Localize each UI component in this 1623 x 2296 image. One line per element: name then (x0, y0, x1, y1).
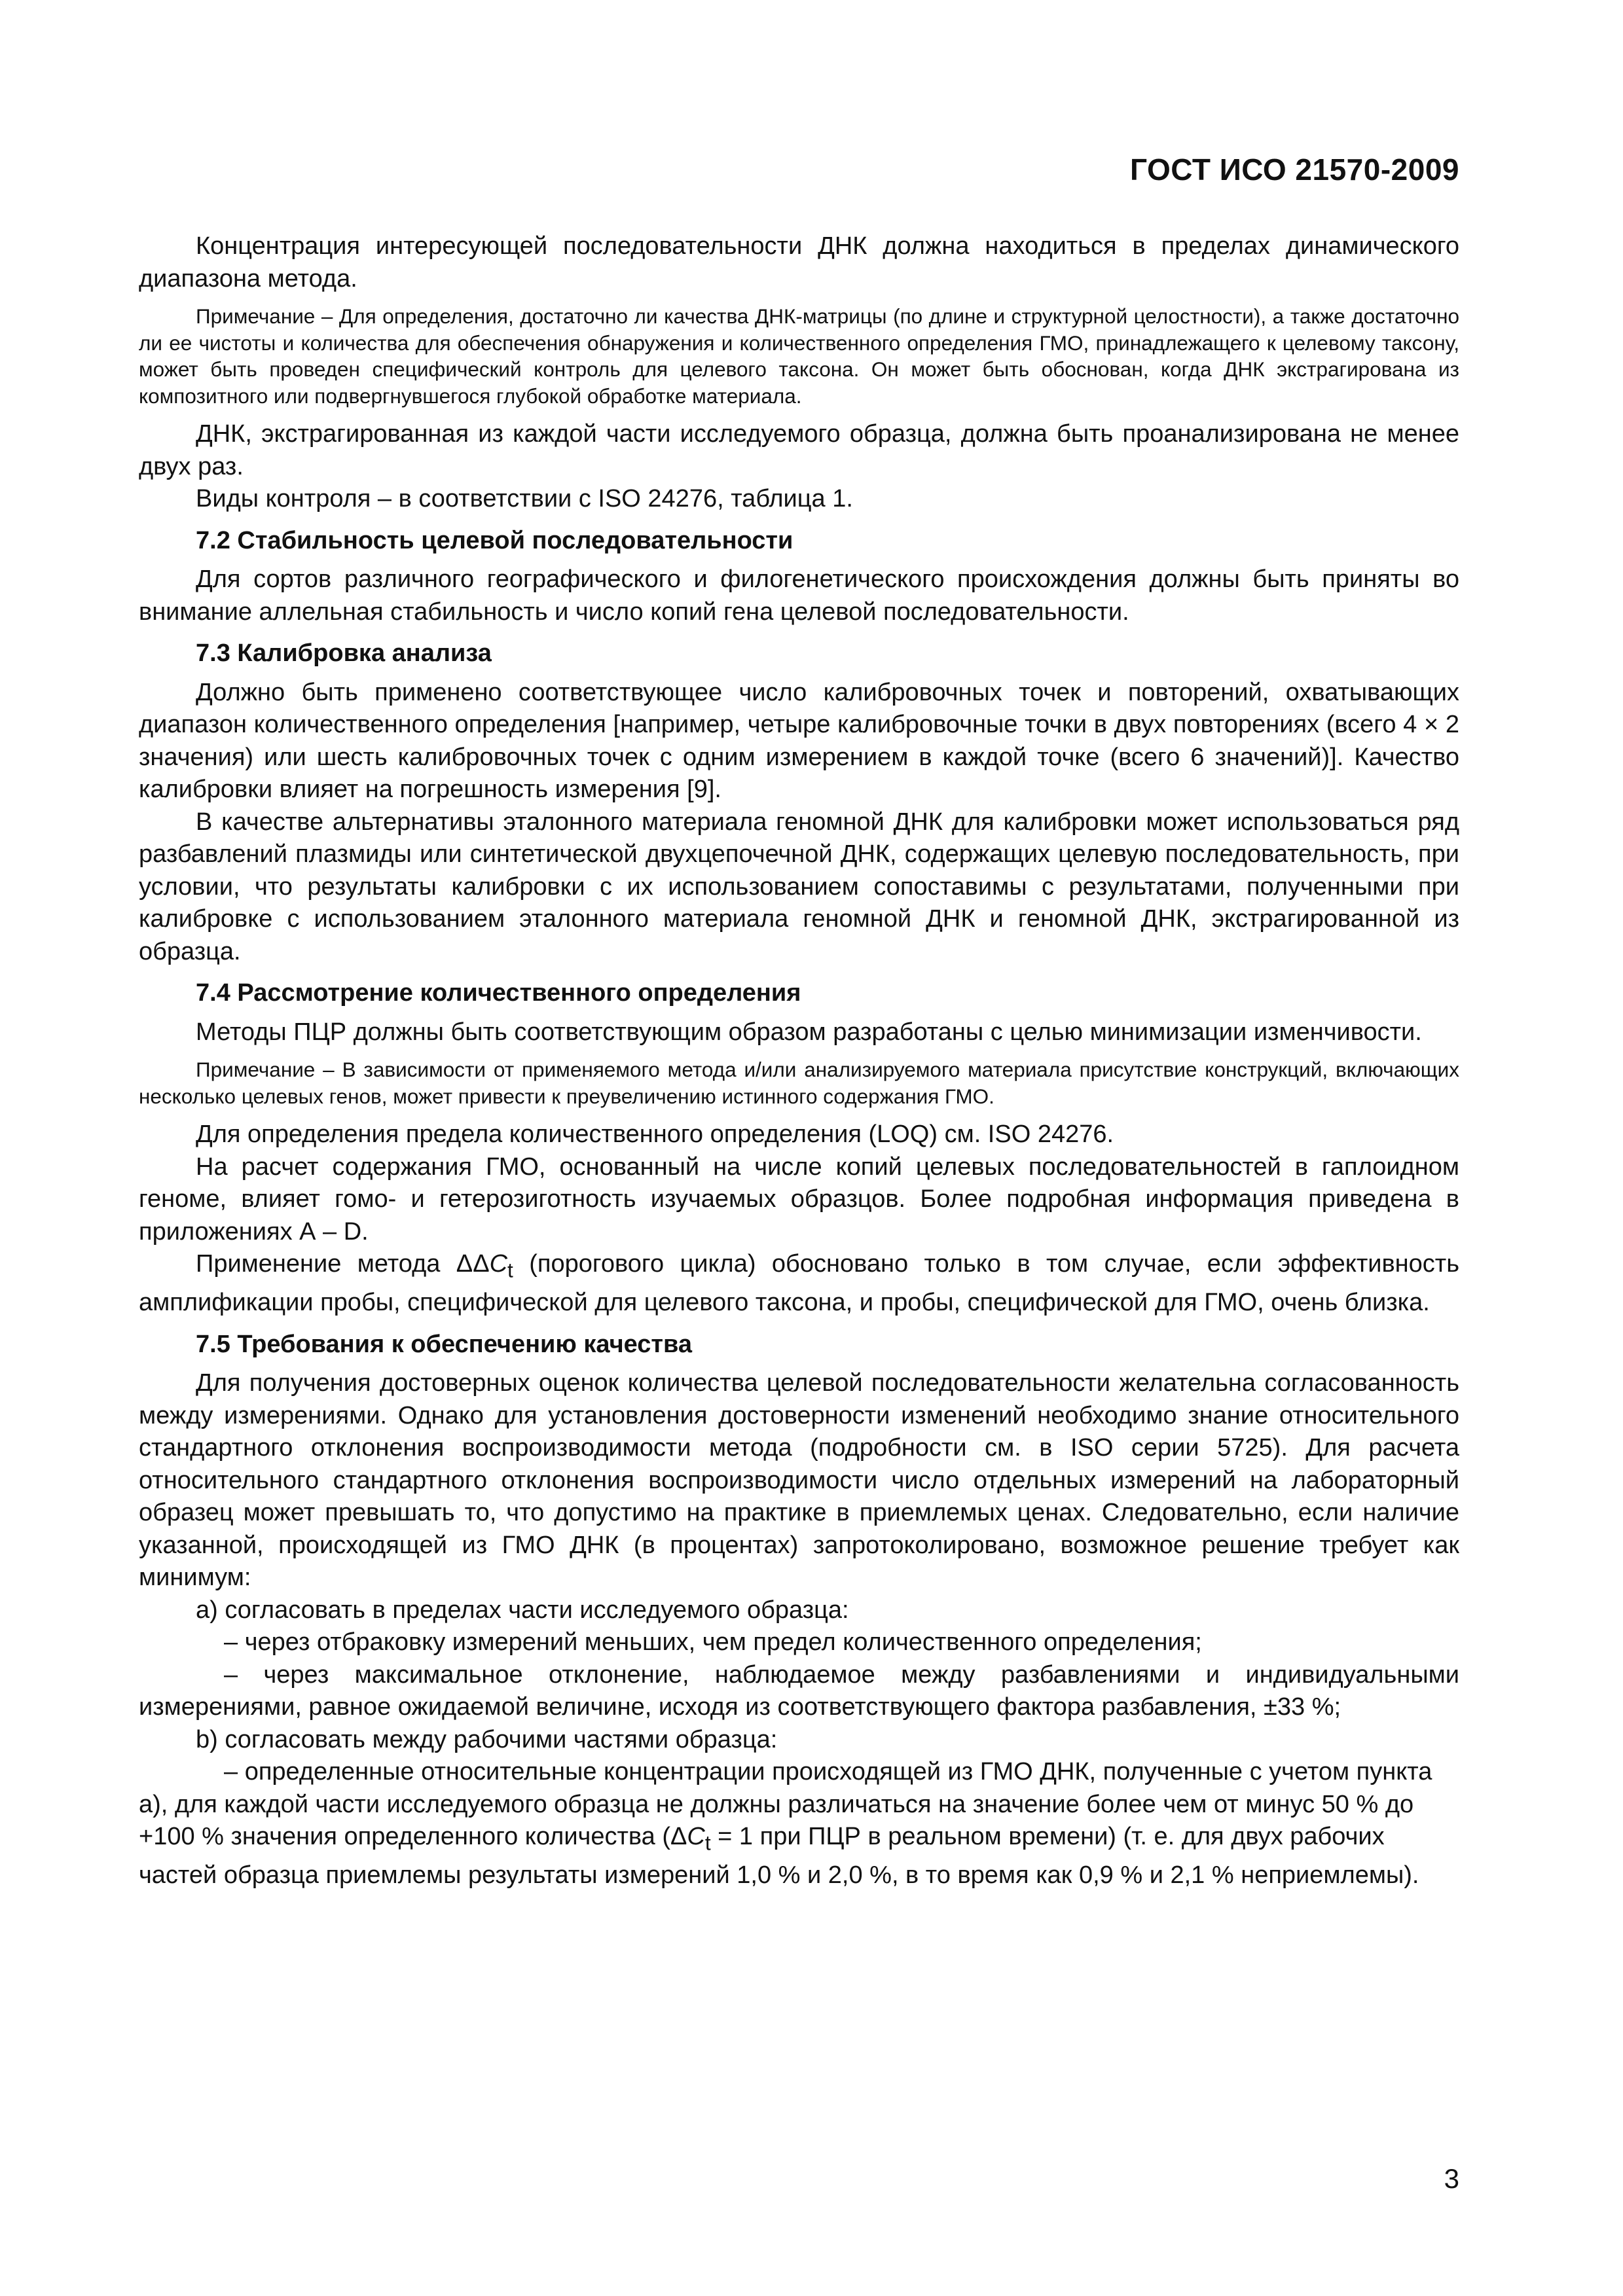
list-item (139, 1756, 1459, 1892)
text-run: – определенные относительные концентрации происходящей из ГМО ДНК, полученные с учетом пункта а), для каждой части исследуемого образца не должны различаться на значение более чем от минус 50 % до +100 % значения определенного количества (Δ (139, 1758, 1432, 1851)
list-item: – через отбраковку измерений меньших, чем предел количественного определения; (224, 1628, 1202, 1657)
paragraph: ДНК, экстрагированная из каждой части исследуемого образца, должна быть проанализирована не менее двух раз. (139, 420, 1459, 480)
formula-symbol: C (687, 1823, 705, 1851)
list-item: b) согласовать между рабочими частями образца: (196, 1725, 778, 1753)
paragraph: Должно быть применено соответствующее число калибровочных точек и повторений, охватывающих диапазон количественного определения [например, четыре калибровочные точки в двух повторениях (всего 4 × 2 значения) или шесть калибровочных точек с одним измерением в каждой точке (всего 6 значений)]. Качество калибровки влияет на погрешность измерения [9]. (139, 678, 1459, 803)
section-heading-7-4: 7.4 Рассмотрение количественного определения (196, 979, 801, 1007)
note: Примечание – В зависимости от применяемого метода и/или анализируемого материала присутствие конструкций, включающих несколько целевых генов, может привести к преувеличению истинного содержания ГМО. (139, 1058, 1459, 1108)
list-item: а) согласовать в пределах части исследуемого образца: (196, 1596, 849, 1624)
paragraph (139, 1248, 1459, 1319)
section-heading-7-3: 7.3 Калибровка анализа (196, 639, 492, 667)
paragraph: Для определения предела количественного определения (LOQ) см. ISO 24276. (196, 1121, 1114, 1148)
formula-subscript: t (507, 1258, 513, 1282)
section-heading-7-2: 7.2 Стабильность целевой последовательности (196, 526, 793, 554)
paragraph: Виды контроля – в соответствии с ISO 24276, таблица 1. (196, 485, 853, 512)
page-number: 3 (1444, 2163, 1459, 2194)
formula-symbol: C (489, 1250, 508, 1278)
paragraph: В качестве альтернативы эталонного материала геномной ДНК для калибровки может использоваться ряд разбавлений плазмиды или синтетической двухцепочечной ДНК, содержащих целевую последовательность, при условии, что результаты калибровки с их использованием сопоставимы с результатами, полученными при калибровке с использованием эталонного материала геномной ДНК и геномной ДНК, экстрагированной из образца. (139, 808, 1459, 965)
formula-subscript: t (704, 1831, 711, 1855)
list-item: – через максимальное отклонение, наблюдаемое между разбавлениями и индивидуальными измерениями, равное ожидаемой величине, исходя из соответствующего фактора разбавления, ±33 %; (139, 1660, 1459, 1721)
paragraph: Методы ПЦР должны быть соответствующим образом разработаны с целью минимизации изменчивости. (196, 1018, 1422, 1046)
paragraph: Для сортов различного географического и филогенетического происхождения должны быть приняты во внимание аллельная стабильность и число копий гена целевой последовательности. (139, 565, 1459, 626)
section-heading-7-5: 7.5 Требования к обеспечению качества (196, 1330, 693, 1358)
text-run: (порогового цикла) обосновано только в том случае, если эффективность амплификации пробы, специфической для целевого таксона, и пробы, специфической для ГМО, очень близка. (139, 1250, 1459, 1317)
document-header: ГОСТ ИСО 21570-2009 (1130, 152, 1459, 187)
paragraph: Концентрация интересующей последовательности ДНК должна находиться в пределах динамического диапазона метода. (139, 232, 1459, 293)
paragraph: На расчет содержания ГМО, основанный на числе копий целевых последовательностей в гаплоидном геноме, влияет гомо- и гетерозиготность изучаемых образцов. Более подробная информация приведена в приложениях А – D. (139, 1153, 1459, 1246)
text-run: Применение метода ΔΔ (196, 1250, 490, 1278)
paragraph: Для получения достоверных оценок количества целевой последовательности желательна согласованность между измерениями. Однако для установления достоверности изменений необходимо знание относительного стандартного отклонения воспроизводимости метода (подробности см. в ISO серии 5725). Для расчета относительного стандартного отклонения воспроизводимости число отдельных измерений на лабораторный образец может превышать то, что допустимо на практике в приемлемых ценах. Следовательно, если наличие указанной, происходящей из ГМО ДНК (в процентах) запротоколировано, возможное решение требует как минимум: (139, 1369, 1459, 1592)
note: Примечание – Для определения, достаточно ли качества ДНК-матрицы (по длине и структурной целостности), а также достаточно ли ее чистоты и количества для обеспечения обнаружения и количественного определения ГМО, принадлежащего к целевому таксону, может быть проведен специфический контроль для целевого таксона. Он может быть обоснован, когда ДНК экстрагирована из композитного или подвергнувшегося глубокой обработке материала. (139, 304, 1459, 408)
text-run: = 1 при ПЦР в реальном времени) (т. е. для двух рабочих частей образца приемлемы результаты измерений 1,0 % и 2,0 %, в то время как 0,9 % и 2,1 % неприемлемы). (139, 1823, 1419, 1890)
document-body (139, 230, 1459, 1892)
